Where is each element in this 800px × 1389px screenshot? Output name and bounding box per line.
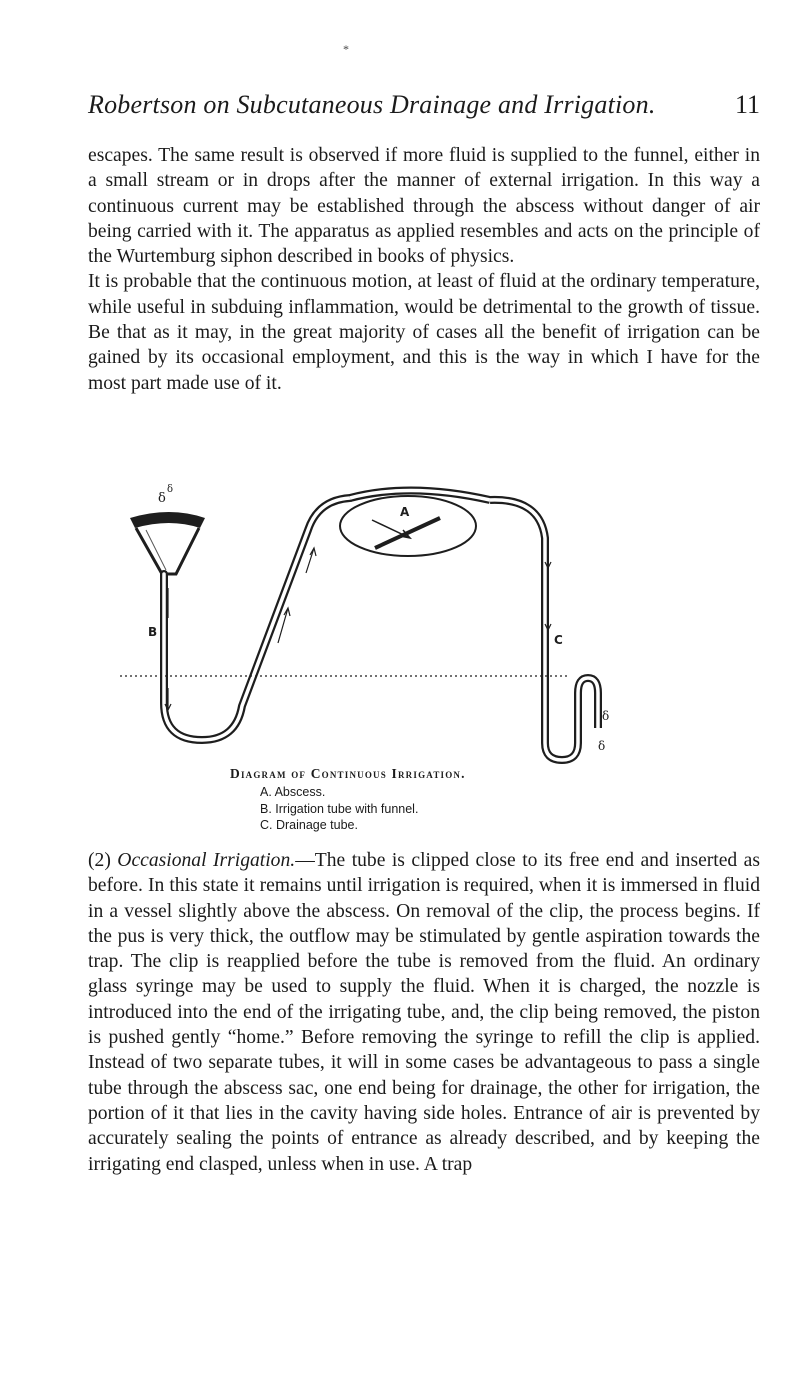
svg-text:δ: δ bbox=[598, 739, 606, 753]
label-b: B bbox=[148, 625, 158, 639]
irrigation-tube bbox=[164, 498, 350, 740]
paragraph-2: It is probable that the continuous motion, at least of fluid at the ordinary temperature, while useful in subduing inflammation, would be detrimental to the growth of tissue. Be that as it may, in the great majority of cases all the benefit of irrigation can be gained by its occasional employment, and this is the way in which I have for the most part made use of it. bbox=[88, 271, 760, 394]
page-header bbox=[88, 90, 760, 126]
top-ornament: * bbox=[343, 42, 349, 56]
paragraph-3-heading: Occasional Irrigation. bbox=[117, 850, 296, 871]
drop-marks: δ bbox=[158, 491, 166, 506]
label-c: C bbox=[554, 633, 563, 647]
funnel-rim bbox=[130, 512, 205, 528]
body-text-top bbox=[88, 143, 760, 396]
running-title: Robertson on Subcutaneous Drainage and Irrigation. bbox=[88, 90, 656, 119]
paragraph-3: —The tube is clipped close to its free end and inserted as before. In this state it remains until irrigation is required, when it is immersed in fluid in a vessel slightly above the abscess. On removal of the clip, the process begins. If the pus is very thick, the outflow may be stimulated by gentle aspiration towards the trap. The clip is reapplied before the tube is removed from the fluid. An ordinary glass syringe may be used to supply the fluid. When it is charged, the nozzle is introduced into the end of the irrigating tube, and, the clip being removed, the piston is pushed gently “home.” Before removing the syringe to refill the clip is applied. Instead of two separate tubes, it will in some cases be advantageous to pass a single tube through the abscess sac, one end being for drainage, the other for irrigation, the portion of it that lies in the cavity having side holes. Entrance of air is prevented by accurately sealing the points of entrance as already described, and by keeping the irrigating end clasped, unless when in use. A trap bbox=[88, 850, 760, 1175]
legend-item-a: A. Abscess. bbox=[260, 785, 326, 799]
caption-title: Diagram of Continuous Irrigation. bbox=[230, 766, 466, 781]
legend-item-c: C. Drainage tube. bbox=[260, 818, 358, 832]
irrigation-diagram bbox=[110, 478, 710, 773]
body-text-bottom bbox=[88, 848, 760, 1177]
paragraph-1: escapes. The same result is observed if more fluid is supplied to the funnel, either in a small stream or in drops after the manner of external irrigation. In this way a continuous current may be established through the abscess without danger of air being carried with it. The apparatus as applied resembles and acts on the principle of the Wurtemburg siphon described in books of physics. bbox=[88, 145, 760, 268]
diagram-caption bbox=[230, 766, 720, 834]
label-a: A bbox=[400, 505, 410, 519]
svg-text:δ: δ bbox=[602, 709, 610, 723]
funnel-cone bbox=[136, 528, 199, 574]
paragraph-3-number: (2) bbox=[88, 850, 118, 871]
page-number: 11 bbox=[734, 90, 760, 119]
svg-text:δ: δ bbox=[167, 484, 174, 495]
legend-item-b: B. Irrigation tube with funnel. bbox=[260, 801, 419, 816]
